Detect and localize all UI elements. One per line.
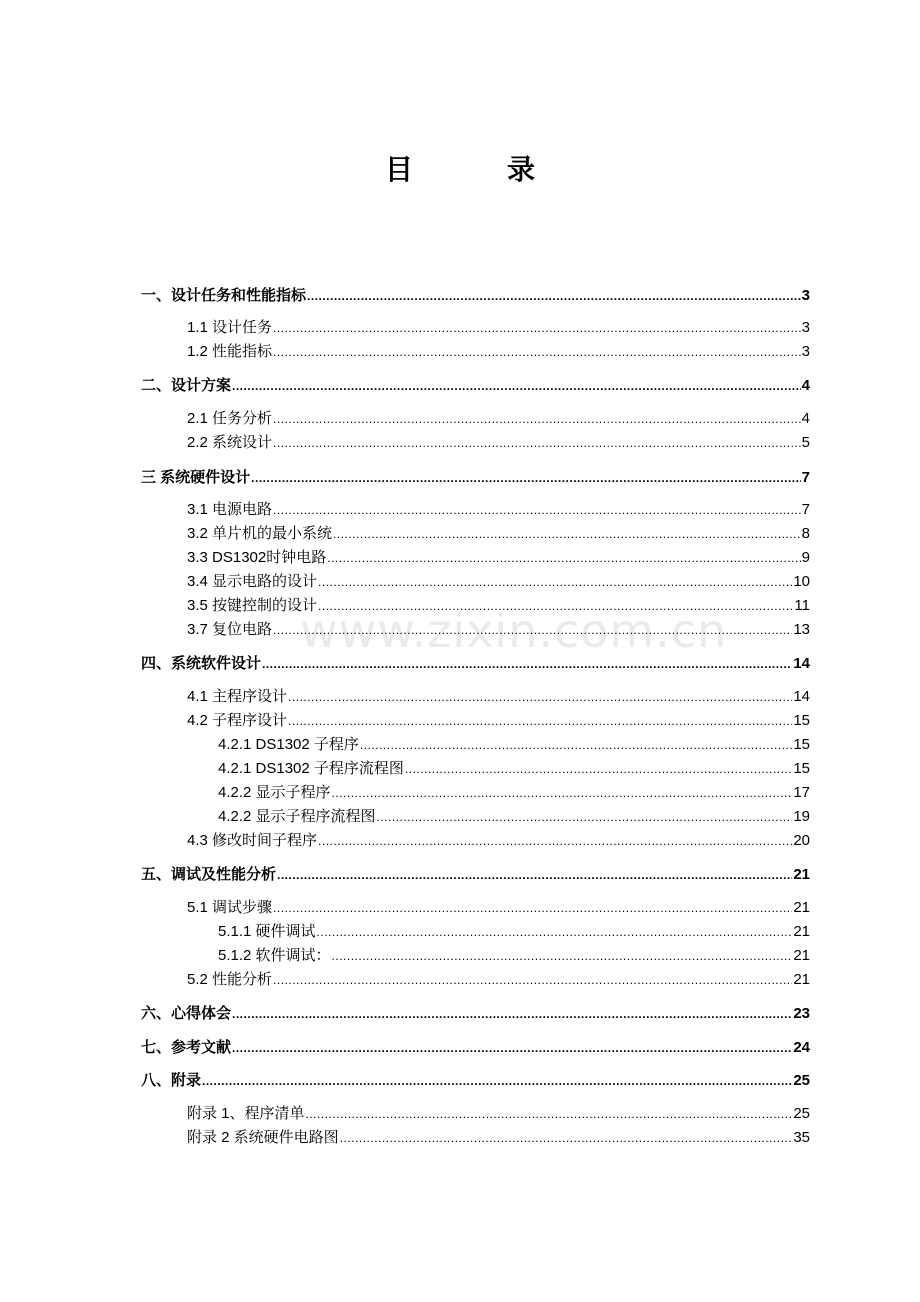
toc-entry-page: 4 (801, 410, 810, 427)
toc-entry-page: 15 (793, 712, 810, 729)
page-title-char-1: 目 (384, 153, 413, 186)
toc-entry-label: 3.1 电源电路 (187, 501, 273, 518)
toc-entry[interactable] (141, 1069, 810, 1091)
toc-leader-dots (273, 624, 792, 636)
toc-leader-dots (273, 437, 801, 449)
toc-entry-page: 35 (793, 1129, 810, 1146)
toc-entry-page: 25 (793, 1105, 810, 1122)
toc-entry[interactable] (218, 805, 810, 827)
toc-entry-label: 4.2.1 DS1302 子程序流程图 (218, 760, 404, 777)
toc-leader-dots (273, 974, 792, 986)
toc-entry-page: 3 (801, 287, 810, 304)
toc-leader-dots (332, 950, 793, 962)
toc-entry-label: 3.2 单片机的最小系统 (187, 525, 333, 542)
toc-entry-page: 23 (793, 1005, 810, 1022)
toc-leader-dots (277, 869, 792, 881)
toc-entry-page: 21 (793, 923, 810, 940)
toc-entry-label: 3.7 复位电路 (187, 621, 273, 638)
toc-entry-page: 5 (801, 434, 810, 451)
toc-entry-page: 21 (793, 899, 810, 916)
toc-leader-dots (288, 691, 792, 703)
toc-leader-dots (202, 1075, 792, 1087)
toc-entry-page: 21 (793, 866, 810, 883)
toc-entry-page: 15 (793, 736, 810, 753)
toc-entry-page: 4 (801, 377, 810, 394)
toc-entry-label: 4.2.2 显示子程序流程图 (218, 808, 376, 825)
toc-leader-dots (327, 552, 800, 564)
toc-leader-dots (318, 600, 793, 612)
toc-entry-page: 14 (793, 688, 810, 705)
toc-entry-page: 14 (793, 655, 810, 672)
toc-entry-page: 17 (793, 784, 810, 801)
toc-leader-dots (377, 811, 793, 823)
toc-entry[interactable] (141, 863, 810, 885)
toc-entry[interactable] (218, 944, 810, 966)
toc-entry[interactable] (187, 340, 810, 362)
toc-entry-label: 4.1 主程序设计 (187, 688, 288, 705)
toc-leader-dots (232, 1042, 792, 1054)
toc-entry[interactable] (218, 733, 810, 755)
toc-leader-dots (405, 763, 792, 775)
toc-entry[interactable] (187, 570, 810, 592)
toc-leader-dots (306, 1108, 793, 1120)
toc-entry[interactable] (187, 316, 810, 338)
toc-leader-dots (307, 290, 801, 302)
toc-leader-dots (273, 346, 801, 358)
toc-entry-label: 3.4 显示电路的设计 (187, 573, 318, 590)
toc-leader-dots (332, 787, 793, 799)
toc-entry-label: 3.3 DS1302时钟电路 (187, 549, 327, 566)
toc-entry-label: 六、心得体会 (141, 1005, 232, 1022)
toc-entry[interactable] (187, 546, 810, 568)
toc-leader-dots (318, 576, 792, 588)
toc-entry-label: 5.2 性能分析 (187, 971, 273, 988)
toc-entry[interactable] (187, 709, 810, 731)
toc-leader-dots (273, 322, 801, 334)
page-title-char-2: 录 (507, 153, 536, 186)
toc-leader-dots (273, 504, 801, 516)
toc-entry-page: 8 (801, 525, 810, 542)
toc-entry-page: 19 (793, 808, 810, 825)
toc-entry-page: 15 (793, 760, 810, 777)
toc-entry[interactable] (187, 896, 810, 918)
toc-entry-label: 三 系统硬件设计 (141, 469, 251, 486)
toc-entry[interactable] (187, 407, 810, 429)
toc-entry-page: 10 (793, 573, 810, 590)
toc-entry-page: 21 (793, 947, 810, 964)
toc-entry[interactable] (141, 652, 810, 674)
toc-leader-dots (273, 413, 801, 425)
toc-entry[interactable] (187, 968, 810, 990)
toc-entry-label: 5.1 调试步骤 (187, 899, 273, 916)
toc-entry-label: 5.1.2 软件调试： (218, 947, 331, 964)
toc-entry-label: 4.3 修改时间子程序 (187, 832, 318, 849)
toc-entry[interactable] (187, 685, 810, 707)
toc-entry[interactable] (187, 594, 810, 616)
watermark: www.zixin.com.cn (300, 604, 728, 658)
toc-entry-label: 四、系统软件设计 (141, 655, 262, 672)
toc-entry-label: 5.1.1 硬件调试 (218, 923, 316, 940)
toc-entry-label: 一、设计任务和性能指标 (141, 287, 307, 304)
toc-entry[interactable] (187, 522, 810, 544)
toc-entry-page: 3 (801, 343, 810, 360)
toc-leader-dots (288, 715, 792, 727)
toc-entry-label: 4.2.2 显示子程序 (218, 784, 331, 801)
toc-entry-page: 9 (801, 549, 810, 566)
toc-entry-page: 7 (801, 469, 810, 486)
toc-entry-page: 20 (793, 832, 810, 849)
toc-entry-label: 附录 1、程序清单 (187, 1105, 305, 1122)
toc-entry[interactable] (141, 1002, 810, 1024)
toc-entry[interactable] (218, 757, 810, 779)
toc-entry[interactable] (187, 498, 810, 520)
page-title (0, 148, 920, 188)
toc-leader-dots (333, 528, 801, 540)
toc-entry[interactable] (141, 1036, 810, 1058)
toc-entry-page: 21 (793, 971, 810, 988)
toc-entry[interactable] (218, 781, 810, 803)
toc-entry-page: 3 (801, 319, 810, 336)
toc-entry[interactable] (218, 920, 810, 942)
toc-leader-dots (273, 902, 792, 914)
toc-entry-page: 24 (793, 1039, 810, 1056)
toc-entry-label: 4.2.1 DS1302 子程序 (218, 736, 359, 753)
toc-leader-dots (318, 835, 792, 847)
toc-entry-page: 7 (801, 501, 810, 518)
toc-entry-page: 11 (794, 597, 810, 614)
toc-entry-label: 五、调试及性能分析 (141, 866, 277, 883)
toc-entry-label: 1.1 设计任务 (187, 319, 273, 336)
toc-entry-label: 八、附录 (141, 1072, 202, 1089)
toc-leader-dots (360, 739, 792, 751)
toc-entry-page: 13 (793, 621, 810, 638)
toc-leader-dots (232, 1008, 792, 1020)
toc-entry-page: 25 (793, 1072, 810, 1089)
toc-leader-dots (340, 1132, 793, 1144)
toc-entry-label: 1.2 性能指标 (187, 343, 273, 360)
toc-entry[interactable] (141, 466, 810, 488)
toc-entry-label: 3.5 按键控制的设计 (187, 597, 318, 614)
toc-leader-dots (262, 658, 792, 670)
toc-entry[interactable] (141, 374, 810, 396)
toc-entry[interactable] (187, 1126, 810, 1148)
toc-entry-label: 4.2 子程序设计 (187, 712, 288, 729)
toc-entry[interactable] (187, 431, 810, 453)
toc-entry[interactable] (187, 829, 810, 851)
toc-leader-dots (317, 926, 793, 938)
toc-entry-label: 附录 2 系统硬件电路图 (187, 1129, 339, 1146)
toc-entry[interactable] (187, 1102, 810, 1124)
toc-entry-label: 2.2 系统设计 (187, 434, 273, 451)
toc-entry[interactable] (187, 618, 810, 640)
toc-leader-dots (251, 472, 800, 484)
toc-entry[interactable] (141, 284, 810, 306)
toc-leader-dots (232, 380, 801, 392)
toc-entry-label: 七、参考文献 (141, 1039, 232, 1056)
toc-entry-label: 2.1 任务分析 (187, 410, 273, 427)
toc-entry-label: 二、设计方案 (141, 377, 232, 394)
